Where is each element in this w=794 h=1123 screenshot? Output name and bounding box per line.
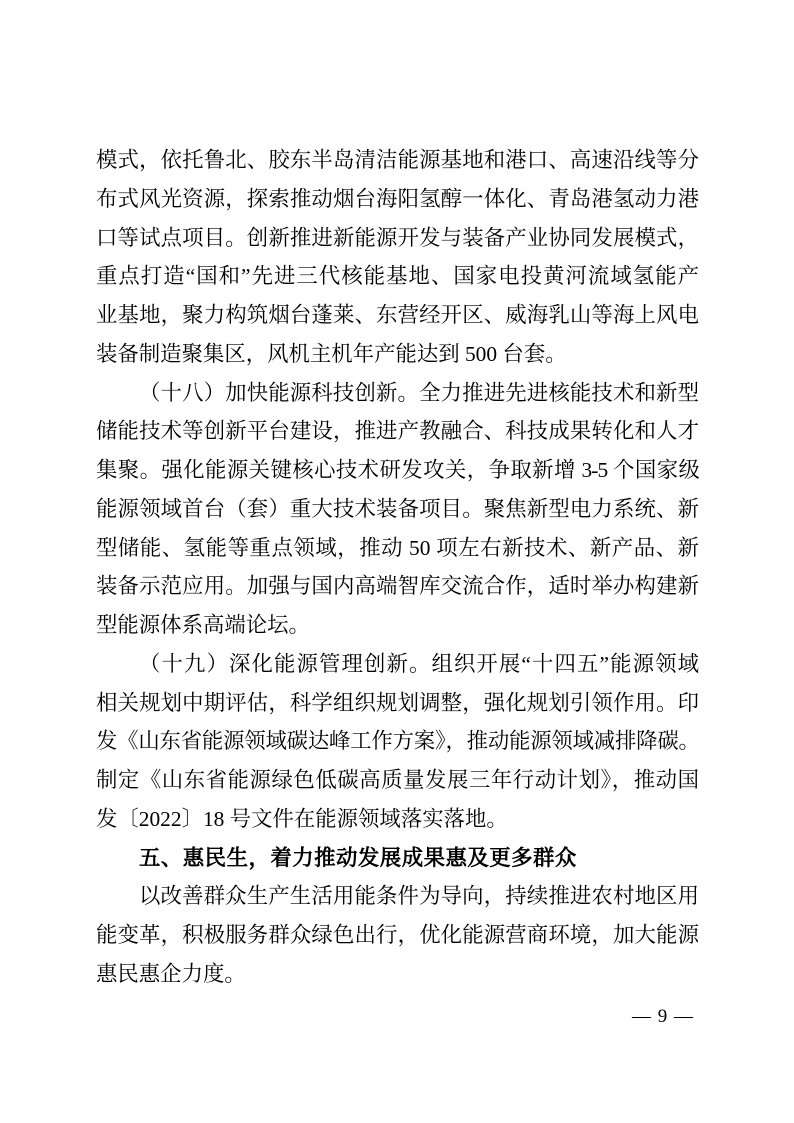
body-line: 发〔2022〕18 号文件在能源领域落实落地。	[96, 806, 508, 831]
body-line: 型储能、氢能等重点领域，推动 50 项左右新技术、新产品、新	[96, 535, 699, 560]
body-line: 能源领域首台（套）重大技术装备项目。聚焦新型电力系统、新	[96, 496, 699, 521]
body-line: 惠民惠企力度。	[96, 961, 246, 986]
body-line: 布式风光资源，探索推动烟台海阳氢醇一体化、青岛港氢动力港	[96, 186, 699, 211]
section-heading: 五、惠民生，着力推动发展成果惠及更多群众	[139, 845, 577, 870]
body-line: 装备制造聚集区，风机主机年产能达到 500 台套。	[96, 341, 567, 366]
document-body	[96, 141, 699, 994]
body-line: （十九）深化能源管理创新。组织开展“十四五”能源领域	[139, 651, 699, 676]
body-line: 装备示范应用。加强与国内高端智库交流合作，适时举办构建新	[96, 574, 699, 599]
body-line: 以改善群众生产生活用能条件为导向，持续推进农村地区用	[139, 884, 699, 909]
body-line: 发《山东省能源领域碳达峰工作方案》，推动能源领域减排降碳。	[96, 729, 699, 754]
body-line: 模式，依托鲁北、胶东半岛清洁能源基地和港口、高速沿线等分	[96, 148, 699, 172]
body-line: 储能技术等创新平台建设，推进产教融合、科技成果转化和人才	[96, 419, 699, 444]
body-line: 制定《山东省能源绿色低碳高质量发展三年行动计划》，推动国	[96, 768, 699, 792]
body-line: 型能源体系高端论坛。	[96, 613, 310, 637]
body-line: 相关规划中期评估，科学组织规划调整，强化规划引领作用。印	[96, 690, 699, 715]
body-line: 业基地，聚力构筑烟台蓬莱、东营经开区、威海乳山等海上风电	[96, 303, 699, 327]
page-number: — 9 —	[632, 1006, 694, 1027]
body-line: 集聚。强化能源关键核心技术研发攻关，争取新增 3-5 个国家级	[96, 458, 699, 482]
body-line: 能变革，积极服务群众绿色出行，优化能源营商环境，加大能源	[96, 923, 699, 947]
body-line: （十八）加快能源科技创新。全力推进先进核能技术和新型	[139, 380, 699, 405]
body-line: 重点打造“国和”先进三代核能基地、国家电投黄河流域氢能产	[96, 264, 699, 289]
body-line: 口等试点项目。创新推进新能源开发与装备产业协同发展模式，	[96, 225, 699, 250]
